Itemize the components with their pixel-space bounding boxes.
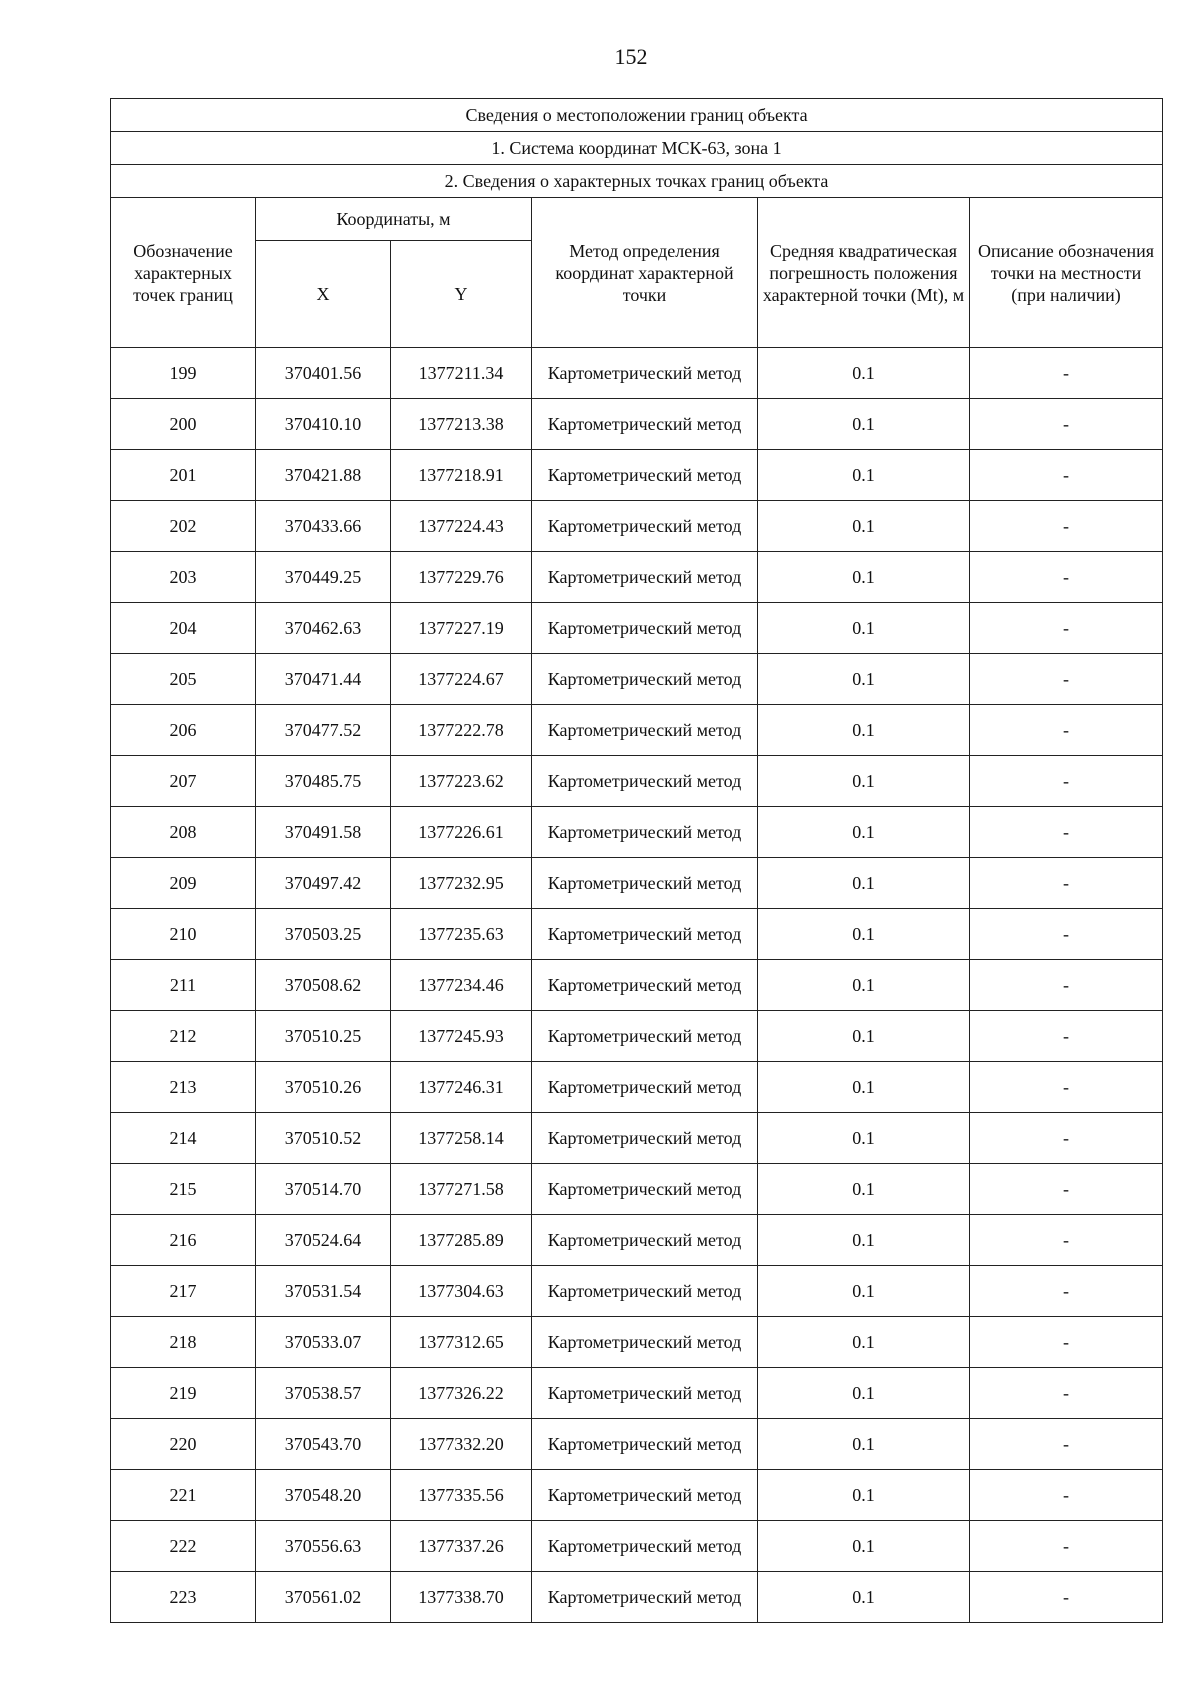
description-cell: - (970, 858, 1163, 909)
accuracy-cell: 0.1 (758, 348, 970, 399)
x-cell: 370477.52 (256, 705, 391, 756)
x-cell: 370508.62 (256, 960, 391, 1011)
x-cell: 370410.10 (256, 399, 391, 450)
description-cell: - (970, 1368, 1163, 1419)
y-cell: 1377304.63 (391, 1266, 532, 1317)
y-cell: 1377211.34 (391, 348, 532, 399)
description-cell: - (970, 807, 1163, 858)
accuracy-cell: 0.1 (758, 909, 970, 960)
point-cell: 219 (111, 1368, 256, 1419)
accuracy-cell: 0.1 (758, 705, 970, 756)
y-cell: 1377224.67 (391, 654, 532, 705)
coordinate-system: 1. Система координат МСК-63, зона 1 (111, 132, 1163, 165)
y-cell: 1377245.93 (391, 1011, 532, 1062)
x-cell: 370401.56 (256, 348, 391, 399)
x-cell: 370556.63 (256, 1521, 391, 1572)
coordinate-system-row (111, 132, 1163, 165)
y-cell: 1377226.61 (391, 807, 532, 858)
x-cell: 370497.42 (256, 858, 391, 909)
accuracy-cell: 0.1 (758, 1317, 970, 1368)
header-accuracy: Средняя квадратическая погрешность положения характерной точки (Mt), м (758, 198, 970, 348)
table-row (111, 756, 1163, 807)
y-cell: 1377335.56 (391, 1470, 532, 1521)
method-cell: Картометрический метод (532, 909, 758, 960)
boundary-points-table (110, 98, 1163, 1623)
point-cell: 208 (111, 807, 256, 858)
method-cell: Картометрический метод (532, 603, 758, 654)
method-cell: Картометрический метод (532, 807, 758, 858)
point-cell: 213 (111, 1062, 256, 1113)
point-cell: 216 (111, 1215, 256, 1266)
table-row (111, 1011, 1163, 1062)
method-cell: Картометрический метод (532, 654, 758, 705)
table-title: Сведения о местоположении границ объекта (111, 99, 1163, 132)
description-cell: - (970, 705, 1163, 756)
point-cell: 218 (111, 1317, 256, 1368)
section-title-row (111, 165, 1163, 198)
section-title: 2. Сведения о характерных точках границ объекта (111, 165, 1163, 198)
x-cell: 370524.64 (256, 1215, 391, 1266)
method-cell: Картометрический метод (532, 960, 758, 1011)
method-cell: Картометрический метод (532, 858, 758, 909)
table-row (111, 1164, 1163, 1215)
x-cell: 370533.07 (256, 1317, 391, 1368)
method-cell: Картометрический метод (532, 501, 758, 552)
accuracy-cell: 0.1 (758, 1572, 970, 1623)
table-row (111, 501, 1163, 552)
method-cell: Картометрический метод (532, 1368, 758, 1419)
x-cell: 370471.44 (256, 654, 391, 705)
x-cell: 370449.25 (256, 552, 391, 603)
y-cell: 1377271.58 (391, 1164, 532, 1215)
x-cell: 370433.66 (256, 501, 391, 552)
description-cell: - (970, 1419, 1163, 1470)
method-cell: Картометрический метод (532, 1011, 758, 1062)
header-row-1 (111, 198, 1163, 241)
accuracy-cell: 0.1 (758, 1470, 970, 1521)
y-cell: 1377285.89 (391, 1215, 532, 1266)
point-cell: 200 (111, 399, 256, 450)
table-row (111, 705, 1163, 756)
point-cell: 205 (111, 654, 256, 705)
accuracy-cell: 0.1 (758, 603, 970, 654)
x-cell: 370510.26 (256, 1062, 391, 1113)
table-row (111, 1419, 1163, 1470)
y-cell: 1377232.95 (391, 858, 532, 909)
method-cell: Картометрический метод (532, 450, 758, 501)
accuracy-cell: 0.1 (758, 450, 970, 501)
y-cell: 1377229.76 (391, 552, 532, 603)
accuracy-cell: 0.1 (758, 807, 970, 858)
description-cell: - (970, 1062, 1163, 1113)
table-row (111, 960, 1163, 1011)
point-cell: 199 (111, 348, 256, 399)
point-cell: 204 (111, 603, 256, 654)
accuracy-cell: 0.1 (758, 1266, 970, 1317)
description-cell: - (970, 960, 1163, 1011)
table-row (111, 1572, 1163, 1623)
y-cell: 1377222.78 (391, 705, 532, 756)
y-cell: 1377338.70 (391, 1572, 532, 1623)
point-cell: 203 (111, 552, 256, 603)
method-cell: Картометрический метод (532, 1062, 758, 1113)
x-cell: 370510.52 (256, 1113, 391, 1164)
description-cell: - (970, 399, 1163, 450)
point-cell: 211 (111, 960, 256, 1011)
table-row (111, 1113, 1163, 1164)
method-cell: Картометрический метод (532, 1419, 758, 1470)
y-cell: 1377227.19 (391, 603, 532, 654)
method-cell: Картометрический метод (532, 552, 758, 603)
method-cell: Картометрический метод (532, 1164, 758, 1215)
x-cell: 370462.63 (256, 603, 391, 654)
description-cell: - (970, 552, 1163, 603)
table-row (111, 654, 1163, 705)
header-x: X (256, 241, 391, 348)
description-cell: - (970, 1215, 1163, 1266)
description-cell: - (970, 501, 1163, 552)
point-cell: 207 (111, 756, 256, 807)
header-point-designation: Обозначение характерных точек границ (111, 198, 256, 348)
y-cell: 1377234.46 (391, 960, 532, 1011)
method-cell: Картометрический метод (532, 1215, 758, 1266)
table-row (111, 1062, 1163, 1113)
accuracy-cell: 0.1 (758, 1164, 970, 1215)
method-cell: Картометрический метод (532, 1470, 758, 1521)
x-cell: 370531.54 (256, 1266, 391, 1317)
method-cell: Картометрический метод (532, 1572, 758, 1623)
description-cell: - (970, 1266, 1163, 1317)
description-cell: - (970, 1317, 1163, 1368)
y-cell: 1377332.20 (391, 1419, 532, 1470)
table-row (111, 603, 1163, 654)
method-cell: Картометрический метод (532, 1266, 758, 1317)
x-cell: 370510.25 (256, 1011, 391, 1062)
accuracy-cell: 0.1 (758, 1215, 970, 1266)
accuracy-cell: 0.1 (758, 552, 970, 603)
description-cell: - (970, 450, 1163, 501)
description-cell: - (970, 909, 1163, 960)
point-cell: 212 (111, 1011, 256, 1062)
point-cell: 215 (111, 1164, 256, 1215)
y-cell: 1377246.31 (391, 1062, 532, 1113)
point-cell: 220 (111, 1419, 256, 1470)
x-cell: 370548.20 (256, 1470, 391, 1521)
method-cell: Картометрический метод (532, 1113, 758, 1164)
table-row (111, 858, 1163, 909)
accuracy-cell: 0.1 (758, 756, 970, 807)
description-cell: - (970, 603, 1163, 654)
method-cell: Картометрический метод (532, 756, 758, 807)
description-cell: - (970, 1011, 1163, 1062)
description-cell: - (970, 1113, 1163, 1164)
table-row (111, 1266, 1163, 1317)
accuracy-cell: 0.1 (758, 1368, 970, 1419)
table-row (111, 399, 1163, 450)
description-cell: - (970, 1572, 1163, 1623)
accuracy-cell: 0.1 (758, 654, 970, 705)
table-row (111, 1470, 1163, 1521)
accuracy-cell: 0.1 (758, 399, 970, 450)
y-cell: 1377337.26 (391, 1521, 532, 1572)
table-body (111, 99, 1163, 1623)
point-cell: 202 (111, 501, 256, 552)
description-cell: - (970, 654, 1163, 705)
accuracy-cell: 0.1 (758, 501, 970, 552)
x-cell: 370543.70 (256, 1419, 391, 1470)
point-cell: 206 (111, 705, 256, 756)
description-cell: - (970, 1470, 1163, 1521)
point-cell: 221 (111, 1470, 256, 1521)
x-cell: 370514.70 (256, 1164, 391, 1215)
method-cell: Картометрический метод (532, 1521, 758, 1572)
y-cell: 1377258.14 (391, 1113, 532, 1164)
point-cell: 209 (111, 858, 256, 909)
table-row (111, 552, 1163, 603)
y-cell: 1377326.22 (391, 1368, 532, 1419)
y-cell: 1377235.63 (391, 909, 532, 960)
y-cell: 1377223.62 (391, 756, 532, 807)
accuracy-cell: 0.1 (758, 960, 970, 1011)
point-cell: 217 (111, 1266, 256, 1317)
point-cell: 201 (111, 450, 256, 501)
header-method: Метод определения координат характерной точки (532, 198, 758, 348)
table-row (111, 348, 1163, 399)
header-y: Y (391, 241, 532, 348)
table-row (111, 1368, 1163, 1419)
x-cell: 370538.57 (256, 1368, 391, 1419)
page-number: 152 (614, 44, 648, 69)
point-cell: 214 (111, 1113, 256, 1164)
table-row (111, 807, 1163, 858)
table-row (111, 1521, 1163, 1572)
accuracy-cell: 0.1 (758, 1011, 970, 1062)
y-cell: 1377218.91 (391, 450, 532, 501)
x-cell: 370491.58 (256, 807, 391, 858)
description-cell: - (970, 756, 1163, 807)
description-cell: - (970, 1164, 1163, 1215)
accuracy-cell: 0.1 (758, 858, 970, 909)
method-cell: Картометрический метод (532, 399, 758, 450)
header-coordinates: Координаты, м (256, 198, 532, 241)
x-cell: 370503.25 (256, 909, 391, 960)
method-cell: Картометрический метод (532, 1317, 758, 1368)
accuracy-cell: 0.1 (758, 1062, 970, 1113)
description-cell: - (970, 348, 1163, 399)
table-row (111, 450, 1163, 501)
method-cell: Картометрический метод (532, 348, 758, 399)
x-cell: 370485.75 (256, 756, 391, 807)
y-cell: 1377213.38 (391, 399, 532, 450)
y-cell: 1377312.65 (391, 1317, 532, 1368)
table-row (111, 909, 1163, 960)
accuracy-cell: 0.1 (758, 1113, 970, 1164)
table-row (111, 1215, 1163, 1266)
description-cell: - (970, 1521, 1163, 1572)
accuracy-cell: 0.1 (758, 1419, 970, 1470)
point-cell: 222 (111, 1521, 256, 1572)
method-cell: Картометрический метод (532, 705, 758, 756)
y-cell: 1377224.43 (391, 501, 532, 552)
point-cell: 223 (111, 1572, 256, 1623)
point-cell: 210 (111, 909, 256, 960)
x-cell: 370561.02 (256, 1572, 391, 1623)
table-row (111, 1317, 1163, 1368)
accuracy-cell: 0.1 (758, 1521, 970, 1572)
header-description: Описание обозначения точки на местности (при наличии) (970, 198, 1163, 348)
title-row (111, 99, 1163, 132)
x-cell: 370421.88 (256, 450, 391, 501)
